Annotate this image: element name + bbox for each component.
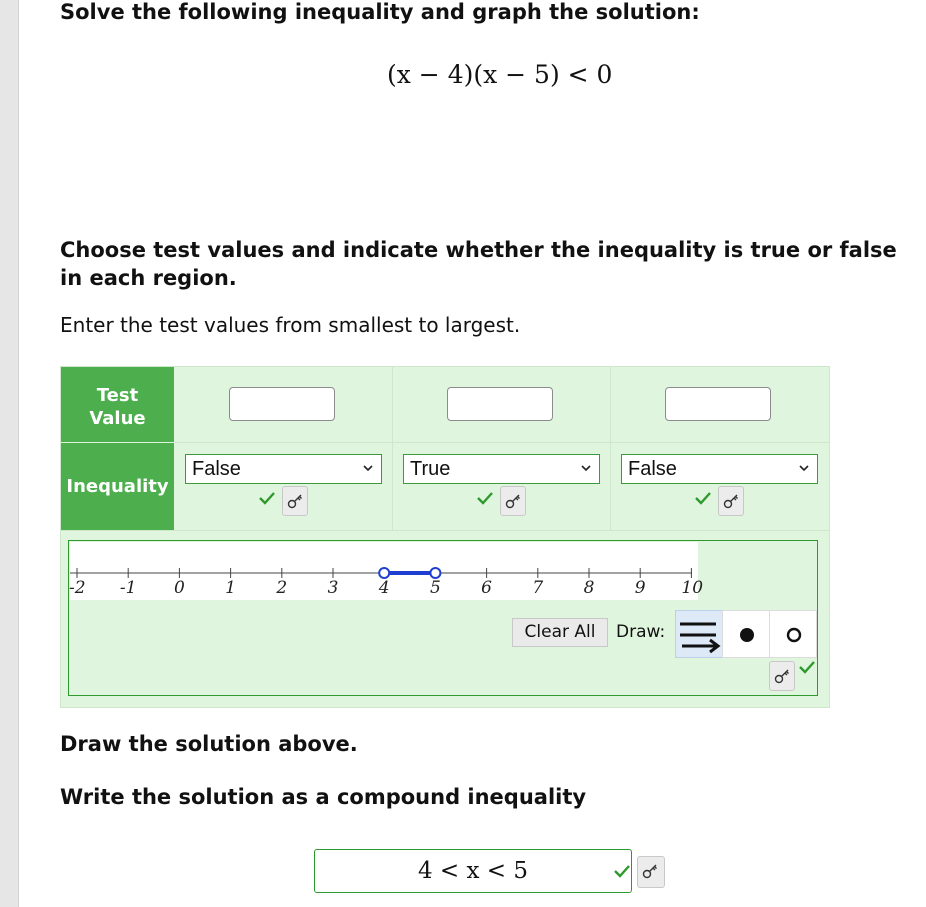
filled-dot-icon: [723, 611, 771, 659]
chevron-down-icon: [363, 463, 373, 473]
number-line-tick-label: 5: [429, 578, 441, 598]
check-icon: [614, 864, 630, 878]
key-hint-button[interactable]: [718, 486, 744, 516]
ray-tool-icon: [676, 611, 724, 659]
number-line-tick-label: 9: [634, 578, 646, 598]
test-value-header-line2: Value: [89, 408, 146, 429]
number-line-tick-label: 7: [532, 578, 544, 598]
answer-key-button[interactable]: [637, 856, 665, 888]
key-icon: [774, 668, 790, 684]
key-icon: [505, 493, 521, 509]
number-line-tick-label: 3: [327, 578, 339, 598]
check-icon: [477, 491, 493, 505]
draw-label: Draw:: [616, 622, 666, 642]
key-icon: [642, 863, 658, 879]
number-line-tick-label: 10: [681, 578, 704, 598]
number-line-tick-label: 0: [173, 578, 185, 598]
answer-value: 4 < x < 5: [417, 858, 529, 884]
number-line-tick-label: -1: [119, 578, 137, 598]
key-hint-button[interactable]: [282, 486, 308, 516]
key-hint-button[interactable]: [500, 486, 526, 516]
left-endpoint-open-dot[interactable]: [379, 568, 389, 578]
inequality-select-value: True: [410, 458, 451, 480]
chevron-down-icon: [799, 463, 809, 473]
inequality-select-value: False: [192, 458, 241, 480]
inequality-select-value: False: [628, 458, 677, 480]
check-icon: [799, 660, 815, 674]
inequality-select-region-3[interactable]: [621, 454, 818, 484]
clear-all-button[interactable]: Clear All: [512, 618, 608, 647]
compound-prompt: Write the solution as a compound inequality: [60, 785, 587, 809]
draw-prompt: Draw the solution above.: [60, 732, 358, 756]
number-line-tick-label: 2: [276, 578, 288, 598]
open-dot-tool-button[interactable]: [769, 610, 817, 658]
test-value-input-region-1[interactable]: [229, 387, 335, 421]
test-value-input-region-2[interactable]: [447, 387, 553, 421]
compound-inequality-answer[interactable]: [314, 849, 632, 893]
inequality-header: Inequality: [61, 443, 174, 530]
ray-tool-button[interactable]: [675, 610, 723, 658]
chevron-down-icon: [581, 463, 591, 473]
check-icon: [259, 491, 275, 505]
key-icon: [287, 493, 303, 509]
row-divider: [61, 530, 829, 531]
test-value-header-line1: Test: [96, 385, 139, 406]
number-line[interactable]: [60, 540, 760, 610]
test-value-header: [61, 367, 174, 442]
key-icon: [723, 493, 739, 509]
number-line-tick-label: 8: [583, 578, 595, 598]
number-line-tick-label: 4: [378, 578, 390, 598]
column-divider: [610, 367, 611, 530]
right-endpoint-open-dot[interactable]: [430, 568, 440, 578]
inequality-select-region-2[interactable]: [403, 454, 600, 484]
problem-equation: (x − 4)(x − 5) < 0: [387, 60, 613, 89]
number-line-key-button[interactable]: [769, 661, 795, 691]
left-scroll-edge: [0, 0, 19, 907]
inequality-select-region-1[interactable]: [185, 454, 382, 484]
number-line-tick-label: 1: [225, 578, 236, 598]
check-icon: [695, 491, 711, 505]
row-divider: [174, 442, 829, 443]
number-line-tick-label: 6: [481, 578, 492, 598]
test-value-input-region-3[interactable]: [665, 387, 771, 421]
filled-dot-tool-button[interactable]: [722, 610, 770, 658]
test-section-instruction: Enter the test values from smallest to largest.: [60, 313, 521, 337]
problem-prompt: Solve the following inequality and graph the solution:: [60, 0, 700, 24]
number-line-tick-label: -2: [69, 578, 86, 598]
open-dot-icon: [770, 611, 818, 659]
column-divider: [392, 367, 393, 530]
test-section-heading: Choose test values and indicate whether the inequality is true or false in each region.: [60, 238, 897, 290]
